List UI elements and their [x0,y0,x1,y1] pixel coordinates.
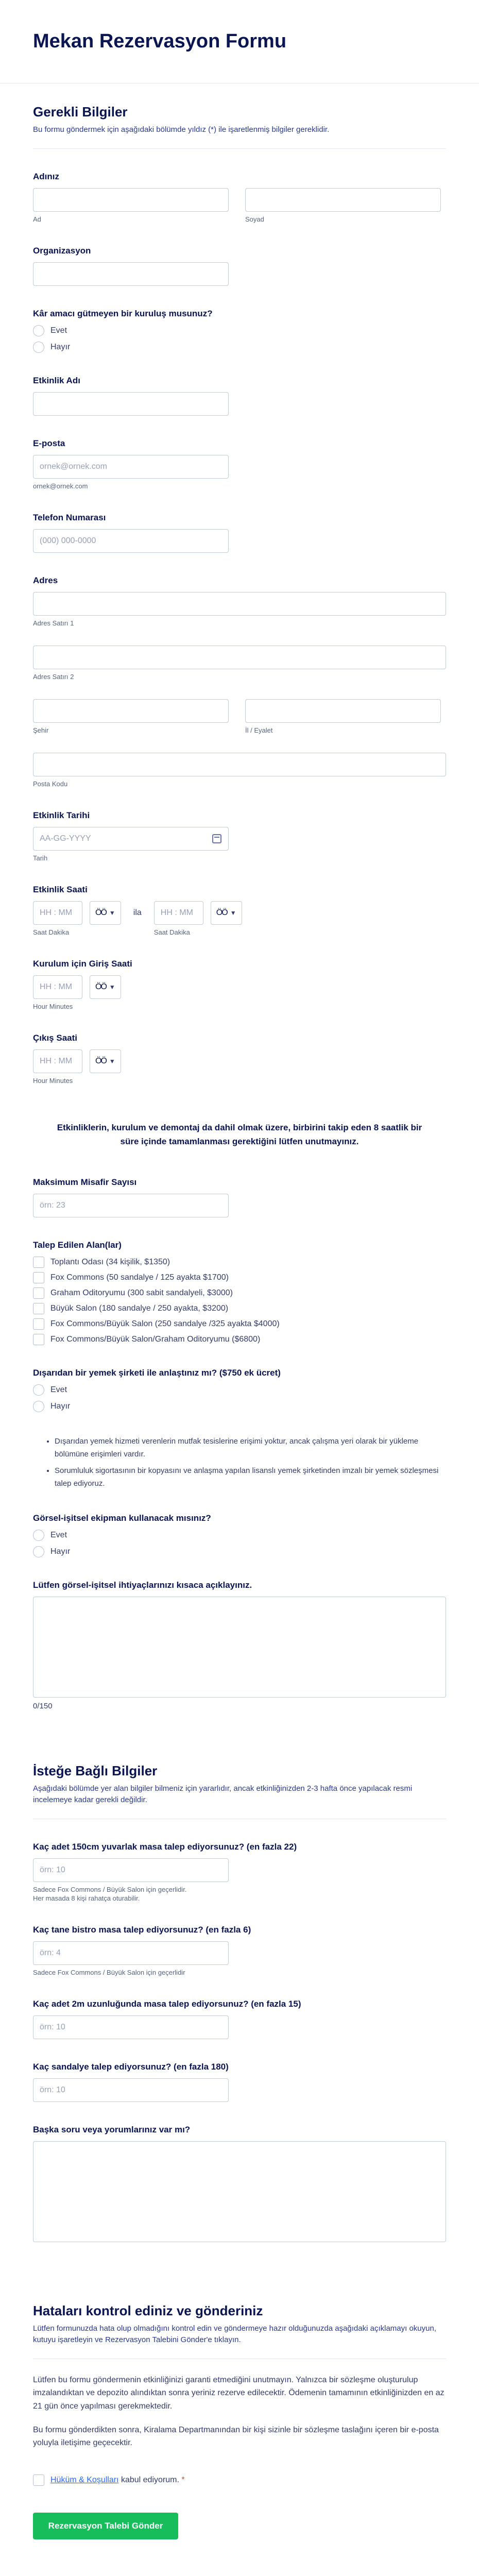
address-line2-sublabel: Adres Satırı 2 [33,672,74,681]
other-questions-textarea[interactable] [33,2141,446,2242]
radio-label: Hayır [50,1401,71,1411]
event-time-end-input[interactable]: HH : MM [154,901,203,925]
event-time-label: Etkinlik Saati [33,884,88,894]
checkbox-label: Büyük Salon (180 sandalye / 250 ayakta, $3200) [50,1303,229,1313]
phone-input[interactable]: (000) 000-0000 [33,529,229,553]
event-name-label: Etkinlik Adı [33,375,80,385]
email-field [33,438,446,490]
chevron-down-icon: ▼ [230,909,236,917]
radio-button[interactable] [33,1546,44,1557]
requested-areas-label: Talep Edilen Alan(lar) [33,1240,122,1250]
event-date-input[interactable]: AA-GG-YYYY [33,827,229,851]
radio-button[interactable] [33,1384,44,1396]
long-tables-label: Kaç adet 2m uzunluğunda masa talep ediyorsunuz? (en fazla 15) [33,1998,301,2009]
long-tables-input[interactable]: örn: 10 [33,2015,229,2039]
event-time-start-sublabel: Saat Dakika [33,928,70,936]
section-subtitle: Lütfen formunuzda hata olup olmadığını kontrol edin ve göndermeye hazır olduğunuzda aşağıdaki açıklamayı okuyun, kutuyu işaretleyin ve Rezervasyon Talebini Gönder'e tıklayın. [33,2324,436,2345]
nonprofit-option-yes[interactable] [33,325,446,336]
av-description-label: Lütfen görsel-işitsel ihtiyaçlarınızı kısaca açıklayınız. [33,1580,252,1590]
radio-label: Evet [50,1385,67,1394]
address-line1-input[interactable] [33,592,446,616]
checkbox-label: Toplantı Odası (34 kişilik, $1350) [50,1257,170,1266]
outside-catering-field [33,1368,446,1412]
time-limit-notice: Etkinliklerin, kurulum ve demontaj da dahil olmak üzere, birbirini takip eden 8 saatlik bir süre içinde tamamlanması gerektiğini lütfen unutmayınız. [57,1122,422,1146]
radio-button[interactable] [33,325,44,336]
first-name-sublabel: Ad [33,215,41,223]
section-title: Hataları kontrol ediniz ve gönderiniz [33,2302,263,2318]
chairs-input[interactable]: örn: 10 [33,2078,229,2102]
section-subtitle: Aşağıdaki bölümde yer alan bilgiler bilmeniz için yararlıdır, ancak etkinliğinizden 2-3 hafta önce yapılacak resmi incelemeye kadar gerekli değildir. [33,1784,413,1805]
event-time-start-input[interactable]: HH : MM [33,901,82,925]
area-option[interactable] [33,1334,446,1345]
checkbox[interactable] [33,1318,44,1330]
bistro-tables-label: Kaç tane bistro masa talep ediyorsunuz? (en fazla 6) [33,1924,251,1935]
event-date-label: Etkinlik Tarihi [33,810,90,820]
av-description-field [33,1580,446,1710]
divider [33,148,446,149]
nonprofit-field [33,309,446,353]
page-title: Mekan Rezervasyon Formu [33,30,287,52]
checkout-time-ampm-select[interactable] [90,1049,121,1073]
round-tables-input[interactable]: örn: 10 [33,1858,229,1882]
event-name-field [33,376,446,416]
optional-section-header [33,1743,446,1806]
first-name-input[interactable] [33,188,229,212]
outside-catering-label: Dışarıdan bir yemek şirketi ile anlaştınız mı? ($750 ek ücret) [33,1367,281,1378]
radio-label: Hayır [50,1547,71,1556]
address-line2-input[interactable] [33,646,446,669]
ampm-value: ÖÖ [216,908,227,917]
page-header [0,0,479,83]
catering-option-yes[interactable] [33,1384,446,1396]
contract-info: Lütfen bu formu göndermenin etkinliğinizi garanti etmediğini unutmayın. Yalnızca bir sözleşme oluşturulup imzalandıktan ve depozito alındıktan sonra yeriniz rezerve edilecektir. Ödemenin tamamının etkinliğinizden en az 21 gün önce yapılması gerekmektedir. [33,2375,444,2411]
event-name-input[interactable] [33,392,229,416]
section-subtitle: Bu formu göndermek için aşağıdaki bölümde yıldız (*) ile işaretlenmiş bilgiler gereklidir. [33,125,330,134]
round-tables-sublabel: Her masada 8 kişi rahatça oturabilir. [33,1894,140,1902]
checkout-time-label: Çıkış Saati [33,1032,77,1043]
checkbox-label: Fox Commons/Büyük Salon (250 sandalye /325 ayakta $4000) [50,1319,280,1328]
max-guests-input[interactable]: örn: 23 [33,1194,229,1217]
event-time-start-ampm-select[interactable] [90,901,121,925]
bistro-tables-input[interactable]: örn: 4 [33,1941,229,1965]
checkout-time-sublabel: Hour Minutes [33,1076,73,1084]
area-option[interactable] [33,1318,446,1330]
checkbox-label: Fox Commons (50 sandalye / 125 ayakta $1700) [50,1273,229,1282]
setup-time-sublabel: Hour Minutes [33,1002,73,1010]
chevron-down-icon: ▼ [109,983,115,991]
area-option[interactable] [33,1287,446,1299]
email-label: E-posta [33,438,65,448]
state-input[interactable] [245,699,441,723]
state-sublabel: İl / Eyalet [245,726,273,734]
ampm-value: ÖÖ [95,982,106,991]
organization-label: Organizasyon [33,245,91,256]
phone-field [33,513,446,553]
checkbox-label: Graham Oditoryumu (300 sabit sandalyeli, $3000) [50,1288,233,1297]
checkbox[interactable] [33,1334,44,1345]
email-input[interactable]: ornek@ornek.com [33,455,229,479]
event-date-field [33,810,446,862]
radio-label: Hayır [50,342,71,351]
address-field [33,575,446,788]
other-questions-field [33,2125,446,2242]
setup-time-field [33,959,446,1010]
radio-button[interactable] [33,1401,44,1412]
checkbox[interactable] [33,1272,44,1283]
ampm-value: ÖÖ [95,1056,106,1065]
last-name-input[interactable] [245,188,441,212]
address-line1-sublabel: Adres Satırı 1 [33,619,74,627]
list-item: • Sorumluluk sigortasının bir kopyasını ve anlaşma yapılan lisanslı yemek şirketinden imzalı bir yemek sözleşmesi talep ediyoruz. [55,1464,446,1490]
organization-input[interactable] [33,262,229,286]
zip-input[interactable] [33,753,446,776]
round-tables-sublabel: Sadece Fox Commons / Büyük Salon için geçerlidir. [33,1885,187,1893]
address-label: Adres [33,575,58,585]
section-title: İsteğe Bağlı Bilgiler [33,1762,158,1778]
setup-time-input[interactable]: HH : MM [33,975,82,999]
organization-field [33,246,446,286]
terms-text: kabul ediyorum. [121,2475,179,2484]
radio-button[interactable] [33,1530,44,1541]
round-tables-label: Kaç adet 150cm yuvarlak masa talep ediyorsunuz? (en fazla 22) [33,1841,297,1852]
ampm-value: ÖÖ [95,908,106,917]
city-input[interactable] [33,699,229,723]
event-date-sublabel: Tarih [33,854,48,862]
last-name-sublabel: Soyad [245,215,264,223]
nonprofit-option-no[interactable] [33,342,446,353]
terms-checkbox-row[interactable] [33,2475,446,2486]
av-option-yes[interactable] [33,1530,446,1541]
setup-time-ampm-select[interactable] [90,975,121,999]
phone-label: Telefon Numarası [33,512,106,522]
event-time-field [33,885,446,936]
section-title: Gerekli Bilgiler [33,104,128,120]
terms-checkbox[interactable] [33,2475,44,2486]
contact-info: Bu formu gönderdikten sonra, Kiralama Departmanından bir kişi sizinle bir sözleşme taslağını içeren bir e-posta yoluyla iletişime geçecektir. [33,2425,439,2448]
terms-link[interactable]: Hüküm & Koşulları [50,2475,119,2484]
checkout-time-field [33,1033,446,1084]
email-sublabel: ornek@ornek.com [33,482,88,490]
setup-time-label: Kurulum için Giriş Saati [33,958,132,969]
checkbox[interactable] [33,1257,44,1268]
zip-sublabel: Posta Kodu [33,779,68,788]
name-label: Adınız [33,171,59,181]
list-item: • Dışarıdan yemek hizmeti verenlerin mutfak tesislerine erişimi yoktur, ancak çalışma yeri olarak bir yükleme bölümüne erişimleri vardır. [55,1435,446,1461]
bistro-tables-field [33,1925,446,1976]
area-option[interactable] [33,1272,446,1283]
radio-label: Evet [50,1530,67,1539]
nonprofit-label: Kâr amacı gütmeyen bir kuruluş musunuz? [33,308,213,318]
name-field [33,172,446,223]
event-time-end-ampm-select[interactable] [211,901,242,925]
calendar-icon[interactable] [212,834,221,843]
checkbox[interactable] [33,1303,44,1314]
radio-button[interactable] [33,342,44,353]
checkbox-label: Fox Commons/Büyük Salon/Graham Oditoryumu ($6800) [50,1334,261,1344]
av-description-textarea[interactable] [33,1597,446,1698]
required-section-header [33,104,446,136]
chairs-field [33,2062,446,2102]
av-option-no[interactable] [33,1546,446,1557]
chairs-label: Kaç sandalye talep ediyorsunuz? (en fazla 180) [33,2061,229,2072]
submit-button[interactable]: Rezervasyon Talebi Gönder [33,2513,178,2539]
bistro-tables-sublabel: Sadece Fox Commons / Büyük Salon için geçerlidir [33,1968,185,1976]
review-section-header [33,2283,446,2346]
max-guests-field [33,1177,446,1217]
catering-notes-list [33,1435,446,1490]
chevron-down-icon: ▼ [109,1057,115,1065]
round-tables-field [33,1842,446,1902]
max-guests-label: Maksimum Misafir Sayısı [33,1177,137,1187]
event-time-end-sublabel: Saat Dakika [153,928,190,936]
form-card [0,83,479,2576]
area-option[interactable] [33,1257,446,1268]
long-tables-field [33,1999,446,2039]
required-mark: * [181,2475,185,2484]
av-equipment-field [33,1513,446,1557]
av-equipment-label: Görsel-işitsel ekipman kullanacak mısınız? [33,1513,211,1523]
city-sublabel: Şehir [33,726,49,734]
chevron-down-icon: ▼ [109,909,115,917]
character-counter: 0/150 [33,1701,53,1710]
radio-label: Evet [50,326,67,335]
catering-option-no[interactable] [33,1401,446,1412]
area-option[interactable] [33,1303,446,1314]
other-questions-label: Başka soru veya yorumlarınız var mı? [33,2124,191,2134]
requested-areas-field [33,1240,446,1345]
checkbox[interactable] [33,1287,44,1299]
checkout-time-input[interactable]: HH : MM [33,1049,82,1073]
time-range-separator: ila [133,908,142,917]
